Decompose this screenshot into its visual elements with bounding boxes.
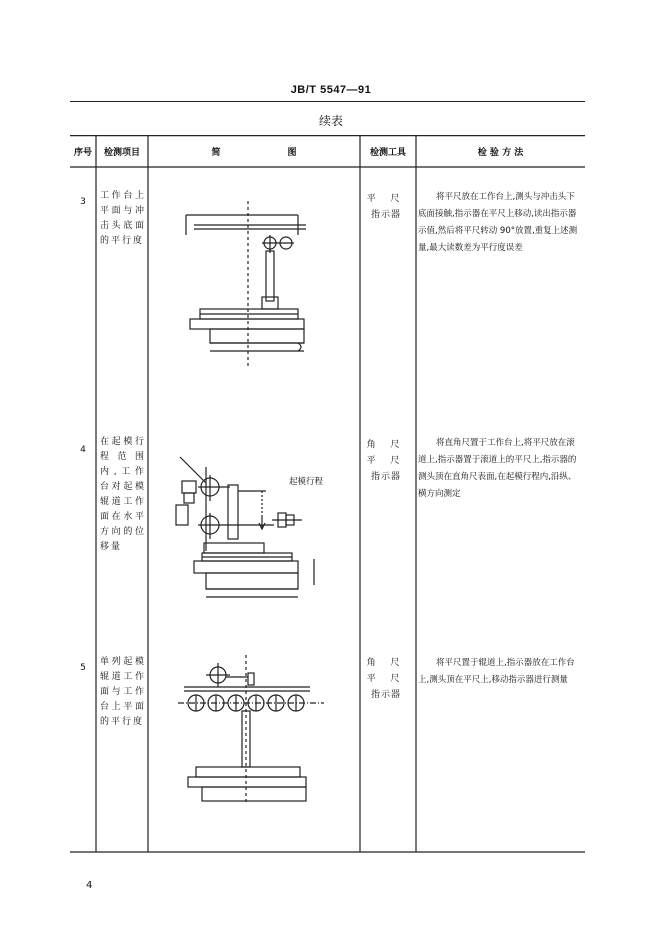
standard-number: JB/T 5547—91	[290, 84, 372, 96]
row-4-tool-2: 平 尺	[366, 456, 406, 466]
row-3-method: 将平尺放在工作台上,测头与冲击头下底面接触,指示器在平尺上移动,读出指示器示值,然后将平尺转动 90°放置,重复上述测量,最大读数差为平行度误差	[418, 192, 578, 253]
inspection-table	[70, 135, 585, 853]
row-5-tool-3: 指示器	[370, 690, 401, 700]
row-5-item: 单列起模辊道工作面与工作台上平面的平行度	[100, 657, 146, 727]
row-5-sketch	[174, 655, 354, 805]
page-number: 4	[86, 880, 93, 891]
row-3-sketch	[170, 201, 350, 381]
row-5-tool-1: 角 尺	[366, 658, 406, 668]
row-4-seq: 4	[80, 445, 86, 455]
row-3-seq: 3	[80, 197, 86, 207]
col-header-sketch-1: 简	[211, 147, 221, 158]
header-rule	[70, 101, 585, 102]
col-header-sketch-2: 图	[287, 147, 297, 158]
row-3-tool-1: 平 尺	[366, 194, 406, 204]
row-5-tool-2: 平 尺	[366, 674, 406, 684]
table-title: 续表	[318, 114, 343, 128]
row-4-item: 在起模行程范围内,工作台对起模辊道工作面在水平方向的位移量	[100, 437, 146, 552]
col-header-method: 检 验 方 法	[477, 147, 524, 158]
row-3-tool	[360, 191, 412, 223]
row-4-tool-3: 指示器	[370, 472, 401, 482]
col-header-tool: 检测工具	[369, 147, 406, 158]
row-5-method: 将平尺置于辊道上,指示器放在工作台上,测头顶在平尺上,移动指示器进行测量	[418, 658, 575, 685]
col-header-item: 检测项目	[103, 147, 140, 158]
row-4-tool-1: 角 尺	[366, 440, 406, 450]
col-header-seq: 序号	[73, 147, 92, 158]
row-4-tool	[360, 437, 412, 485]
row-3-item: 工作台上平面与冲击头底面的平行度	[100, 191, 146, 246]
row-5-seq: 5	[80, 663, 86, 673]
row-4-sketch	[170, 447, 350, 607]
row-4-sketch-label: 起模行程	[289, 477, 324, 487]
row-5-tool	[360, 655, 412, 703]
row-4-method: 将直角尺置于工作台上,将平尺放在滚道上,指示器置于滚道上的平尺上,指示器的测头顶在直角尺表面,在起模行程内,沿纵、横方向测定	[418, 438, 577, 499]
row-3-tool-2: 指示器	[370, 210, 401, 220]
